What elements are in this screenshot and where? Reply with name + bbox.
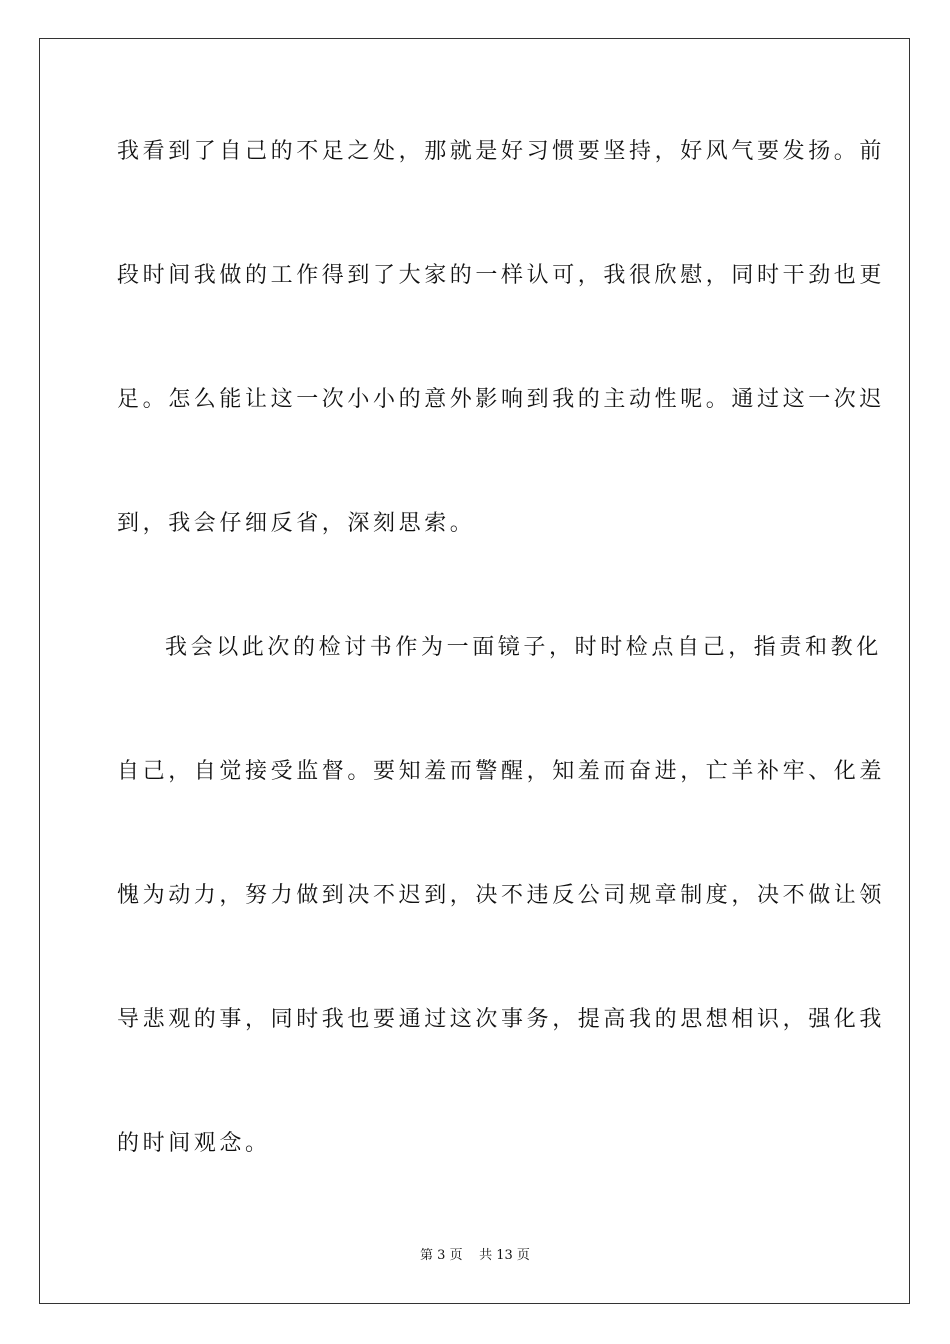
body-line-6: 自己，自觉接受监督。要知羞而警醒，知羞而奋进，亡羊补牢、化羞 <box>117 759 886 784</box>
body-line-8: 导悲观的事，同时我也要通过这次事务，提高我的思想相识，强化我 <box>117 1007 886 1032</box>
body-line-9: 的时间观念。 <box>117 1131 271 1156</box>
body-line-5: 我会以此次的检讨书作为一面镜子，时时检点自己，指责和教化 <box>165 635 882 660</box>
page-footer <box>0 1247 950 1265</box>
page-number: 第 3 页 <box>420 1248 463 1263</box>
body-line-4: 到，我会仔细反省，深刻思索。 <box>117 511 476 536</box>
body-line-3: 足。怎么能让这一次小小的意外影响到我的主动性呢。通过这一次迟 <box>117 387 886 412</box>
body-line-2: 段时间我做的工作得到了大家的一样认可，我很欣慰，同时干劲也更 <box>117 263 886 288</box>
page-frame <box>39 38 910 1304</box>
body-line-1: 我看到了自己的不足之处，那就是好习惯要坚持，好风气要发扬。前 <box>117 139 886 164</box>
body-line-7: 愧为动力，努力做到决不迟到，决不违反公司规章制度，决不做让领 <box>117 883 886 908</box>
page-total: 共 13 页 <box>479 1248 530 1263</box>
